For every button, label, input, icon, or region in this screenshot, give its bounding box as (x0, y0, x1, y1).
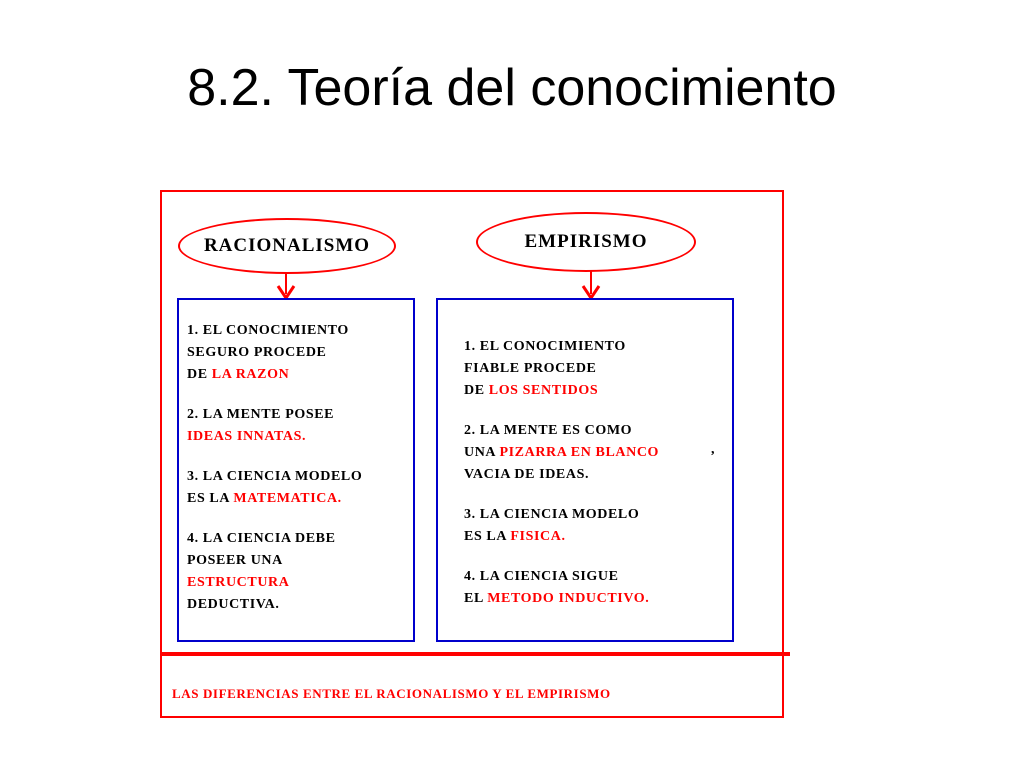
list-item: 2. LA MENTE ES COMO UNA PIZARRA EN BLANCO VACIA DE IDEAS. (464, 423, 660, 482)
list-item: 3. LA CIENCIA MODELO ES LA MATEMATICA. (187, 469, 363, 506)
list-item: 3. LA CIENCIA MODELO ES LA FISICA. (464, 507, 640, 544)
divider-line (160, 652, 790, 656)
racionalismo-ellipse (178, 218, 396, 274)
slide-title: 8.2. Teoría del conocimiento (187, 59, 837, 117)
racionalismo-box (177, 298, 415, 642)
list-item: 4. LA CIENCIA DEBE POSEER UNA ESTRUCTURA DEDUCTIVA. (187, 531, 336, 612)
empirismo-heading: EMPIRISMO (524, 231, 648, 252)
list-item: 4. LA CIENCIA SIGUE EL METODO INDUCTIVO. (464, 569, 650, 606)
arrow-down-icon (276, 272, 296, 300)
empirismo-box (436, 298, 734, 642)
list-item: 1. EL CONOCIMIENTO FIABLE PROCEDE DE LOS SENTIDOS (464, 339, 626, 398)
empirismo-ellipse (476, 212, 696, 272)
stray-comma: , (711, 442, 715, 457)
arrow-down-icon (581, 270, 601, 300)
diagram-caption: LAS DIFERENCIAS ENTRE EL RACIONALISMO Y EL EMPIRISMO (172, 686, 611, 701)
list-item: 1. EL CONOCIMIENTO SEGURO PROCEDE DE LA RAZON (187, 323, 349, 382)
list-item: 2. LA MENTE POSEE IDEAS INNATAS. (187, 407, 335, 444)
racionalismo-heading: RACIONALISMO (203, 235, 371, 256)
